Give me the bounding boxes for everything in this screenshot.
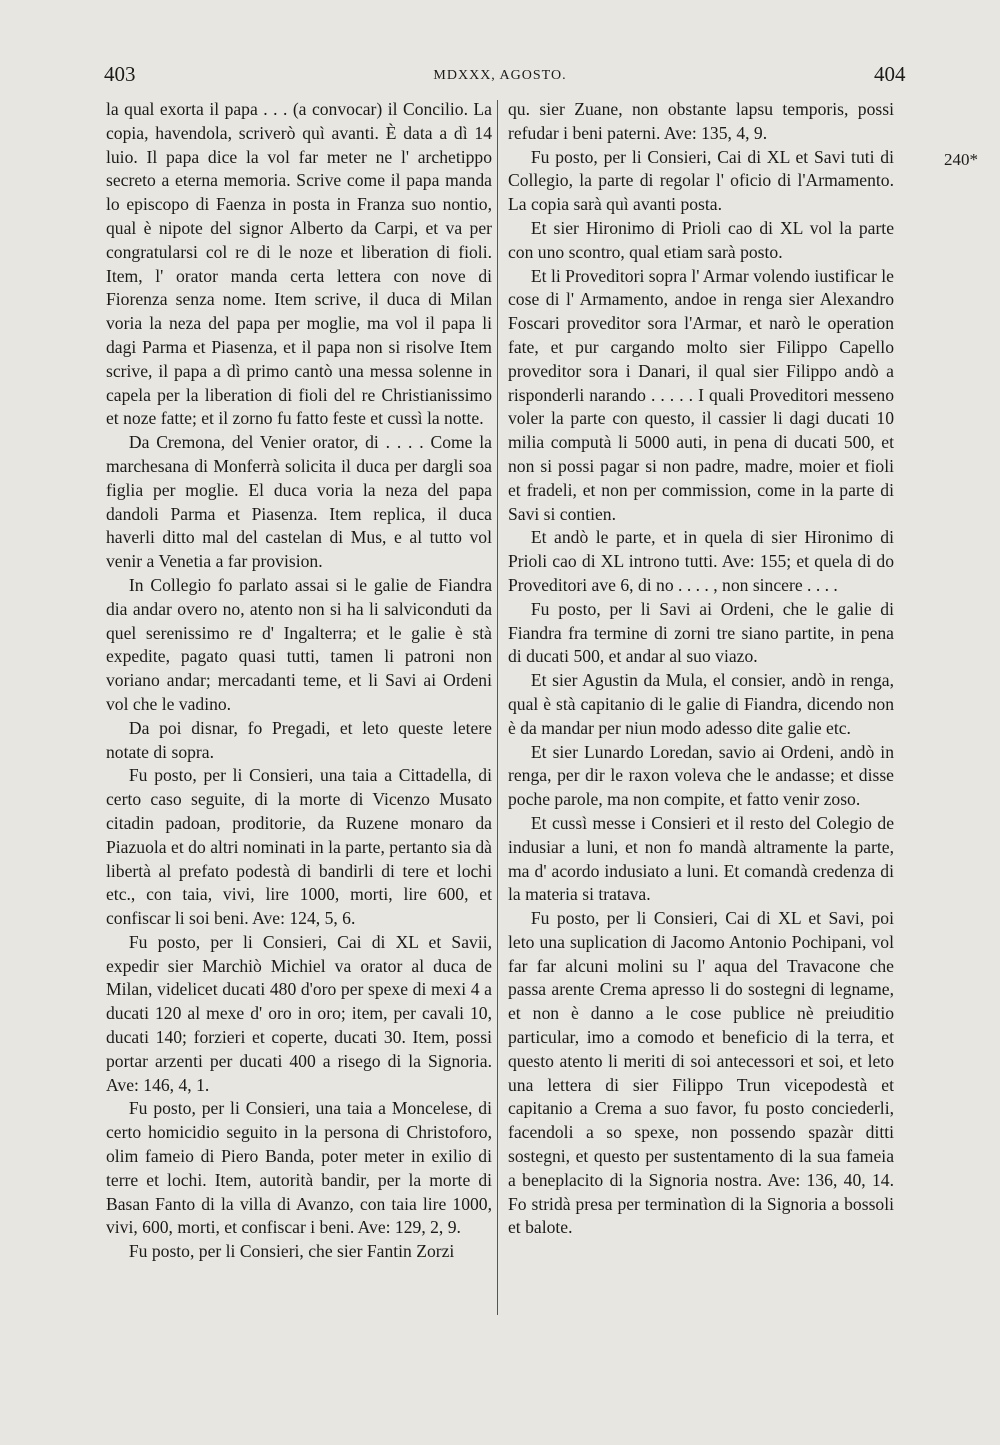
paragraph: Et sier Lunardo Loredan, savio ai Ordeni, andò in renga, per dir le raxon voleva che le andasse; et disse poche parole, ma non compite, et fatto venir zoso.: [508, 741, 894, 810]
page-number-right: 404: [874, 62, 906, 86]
paragraph: Da Cremona, del Venier orator, di . . . . Come la marchesana di Monferrà solicita il duca per dargli soa figlia per moglie. El duca voria la neza del papa dandoli Parma et Piasenza. Item replica, il duca haverli ditto mal del castelan di Mus, e al tutto vol venir a Venetia a far provision.: [106, 432, 492, 572]
paragraph: Fu posto, per li Savi ai Ordeni, che le galie di Fiandra fra termine di zorni tre siano partite, in pena di ducati 500, et andar al suo viazo.: [508, 598, 894, 667]
paragraph: In Collegio fo parlato assai si le galie de Fiandra dia andar overo no, atento non si ha li salviconduti da quel serenissimo re d' Ingalterra; et le galie è stà expedite, pagato quasi tutti, tamen li patroni non voriano andar; mercadanti teme, et li Savi ai Ordeni vol che le vadino.: [106, 574, 492, 714]
margin-folio-note: 240*: [944, 150, 978, 169]
paragraph: Et li Proveditori sopra l' Armar volendo iustificar le cose di l' Armamento, andoe in renga sier Alexandro Foscari proveditor sora l'Armar, et narò le operation fate, et pur cargando molto sier Filippo Capello proveditor sora i Danari, il qual sier Filippo andò a risponderli narando . . . . . I quali Proveditori messeno voler la parte con questo, il cassier li dagi ducati 10 milia computà li 5000 auti, in pena di ducati 500, et non si possi pagar si non padre, madre, moier et fioli et fradeli, et non per commission, come in la parte di Savi si contien.: [508, 265, 894, 524]
paragraph: Da poi disnar, fo Pregadi, et leto queste letere notate di sopra.: [106, 717, 492, 762]
paragraph: Et cussì messe i Consieri et il resto del Colegio de indusiar a luni, et non fo mandà altramente la parte, ma d' acordo indusiato a luni. Et comandà credenza di la materia si tratava.: [508, 812, 894, 905]
page-number-left: 403: [104, 62, 136, 86]
paragraph: Et sier Agustin da Mula, el consier, andò in renga, qual è stà capitanio di le galie di Fiandra, dicendo non è da mandar per niun modo adesso dite galie etc.: [508, 670, 894, 738]
running-title: MDXXX, AGOSTO.: [433, 68, 567, 83]
paragraph: Et sier Hironimo di Prioli cao di XL vol la parte con uno scontro, qual etiam sarà posto.: [508, 217, 894, 262]
paragraph: Fu posto, per li Consieri, che sier Fantin Zorzi: [128, 1241, 455, 1262]
right-column: [508, 98, 894, 1240]
paragraph: Fu posto, per li Consieri, Cai di XL et Savi tuti di Collegio, la parte di regolar l' oficio di l'Armamento. La copia sarà quì avanti posta.: [508, 146, 894, 215]
paragraph: la qual exorta il papa . . . (a convocar) il Concilio. La copia, havendola, scriverò quì avanti. È data a dì 14 luio. Il papa dice la vol far meter ne l' archetippo secreto a eterna memoria. Scrive come il papa manda lo episcopo di Faenza in posta in Franza suo nontio, qual è nipote del signor Alberto da Carpi, et va per congratularsi col re di le noze et liberation di fioli. Item, l' orator manda certa lettera con nove di Fiorenza senza nome. Item scrive, il duca di Milan voria la neza del papa per moglie, ma vol il papa li dagi Parma et Piasenza, et il papa non si risolve Item scrive, il papa a dì primo cantò una messa solenne in capela per la liberation di fioli del re Christianissimo et noze fatte; et il zorno fu fatto feste et cussì la notte.: [106, 99, 492, 429]
paragraph: Fu posto, per li Consieri, Cai di XL et Savii, expedir sier Marchiò Michiel va orator al duca de Milan, videlicet ducati 480 d'oro per spexe di mexi 4 a ducati 120 al mexe d' oro in oro; item, per cavali 10, ducati 140; forzieri et coperte, ducati 30. Item, possi portar arzenti per ducati 400 a risego di la Signoria. Ave: 146, 4, 1.: [106, 931, 492, 1095]
paragraph: qu. sier Zuane, non obstante lapsu temporis, possi refudar i beni paterni. Ave: 135, 4, 9.: [508, 99, 894, 143]
paragraph: Fu posto, per li Consieri, una taia a Cittadella, di certo caso seguite, di la morte di Vicenzo Musato citadin padoan, proditorie, da Ruzene monaro da Piazuola et do altri nominati in la parte, pertanto sia dà libertà al prefato podestà di bandirli di tere et lochi etc., con taia, vivi, lire 1000, morti, lire 600, et confiscar li soi beni. Ave: 124, 5, 6.: [106, 765, 492, 929]
paragraph: Fu posto, per li Consieri, una taia a Moncelese, di certo homicidio seguito in la persona di Christoforo, olim fameio di Piero Banda, poter meter in exilio di terre et lochi. Item, autorità bandir, per la morte di Basan Fanto di la villa di Avanzo, con taia lire 1000, vivi, 600, morti, et confiscar i beni. Ave: 129, 2, 9.: [106, 1098, 492, 1238]
column-divider: [497, 100, 498, 1315]
paragraph: Fu posto, per li Consieri, Cai di XL et Savi, poi leto una suplication di Jacomo Antonio Pochipani, vol far far alcuni molini su l' aqua del Travacone che passa arente Crema apresso li do sostegni di legname, et non è danno a le cose publice nè preiuditio particular, imo a comodo et beneficio di la terra, et questo atento li meriti di soi antecessori et soi, et leto una lettera di sier Filippo Trun vicepodestà et capitanio a Crema a suo favor, fu posto conciederli, facendoli a so spexe, non possendo spazàr ditti sostegni, et questo per sustentamento di la sua fameia a beneplacito di la Signoria nostra. Ave: 136, 40, 14. Fo stridà presa per terminatìon di la Signoria a bossoli et balote.: [508, 908, 894, 1238]
left-column: [106, 98, 492, 1264]
paragraph: Et andò le parte, et in quela di sier Hironimo di Prioli cao di XL introno tutti. Ave: 155; et quela di do Proveditori ave 6, di no . . . . , non sincere . . . .: [508, 527, 894, 595]
